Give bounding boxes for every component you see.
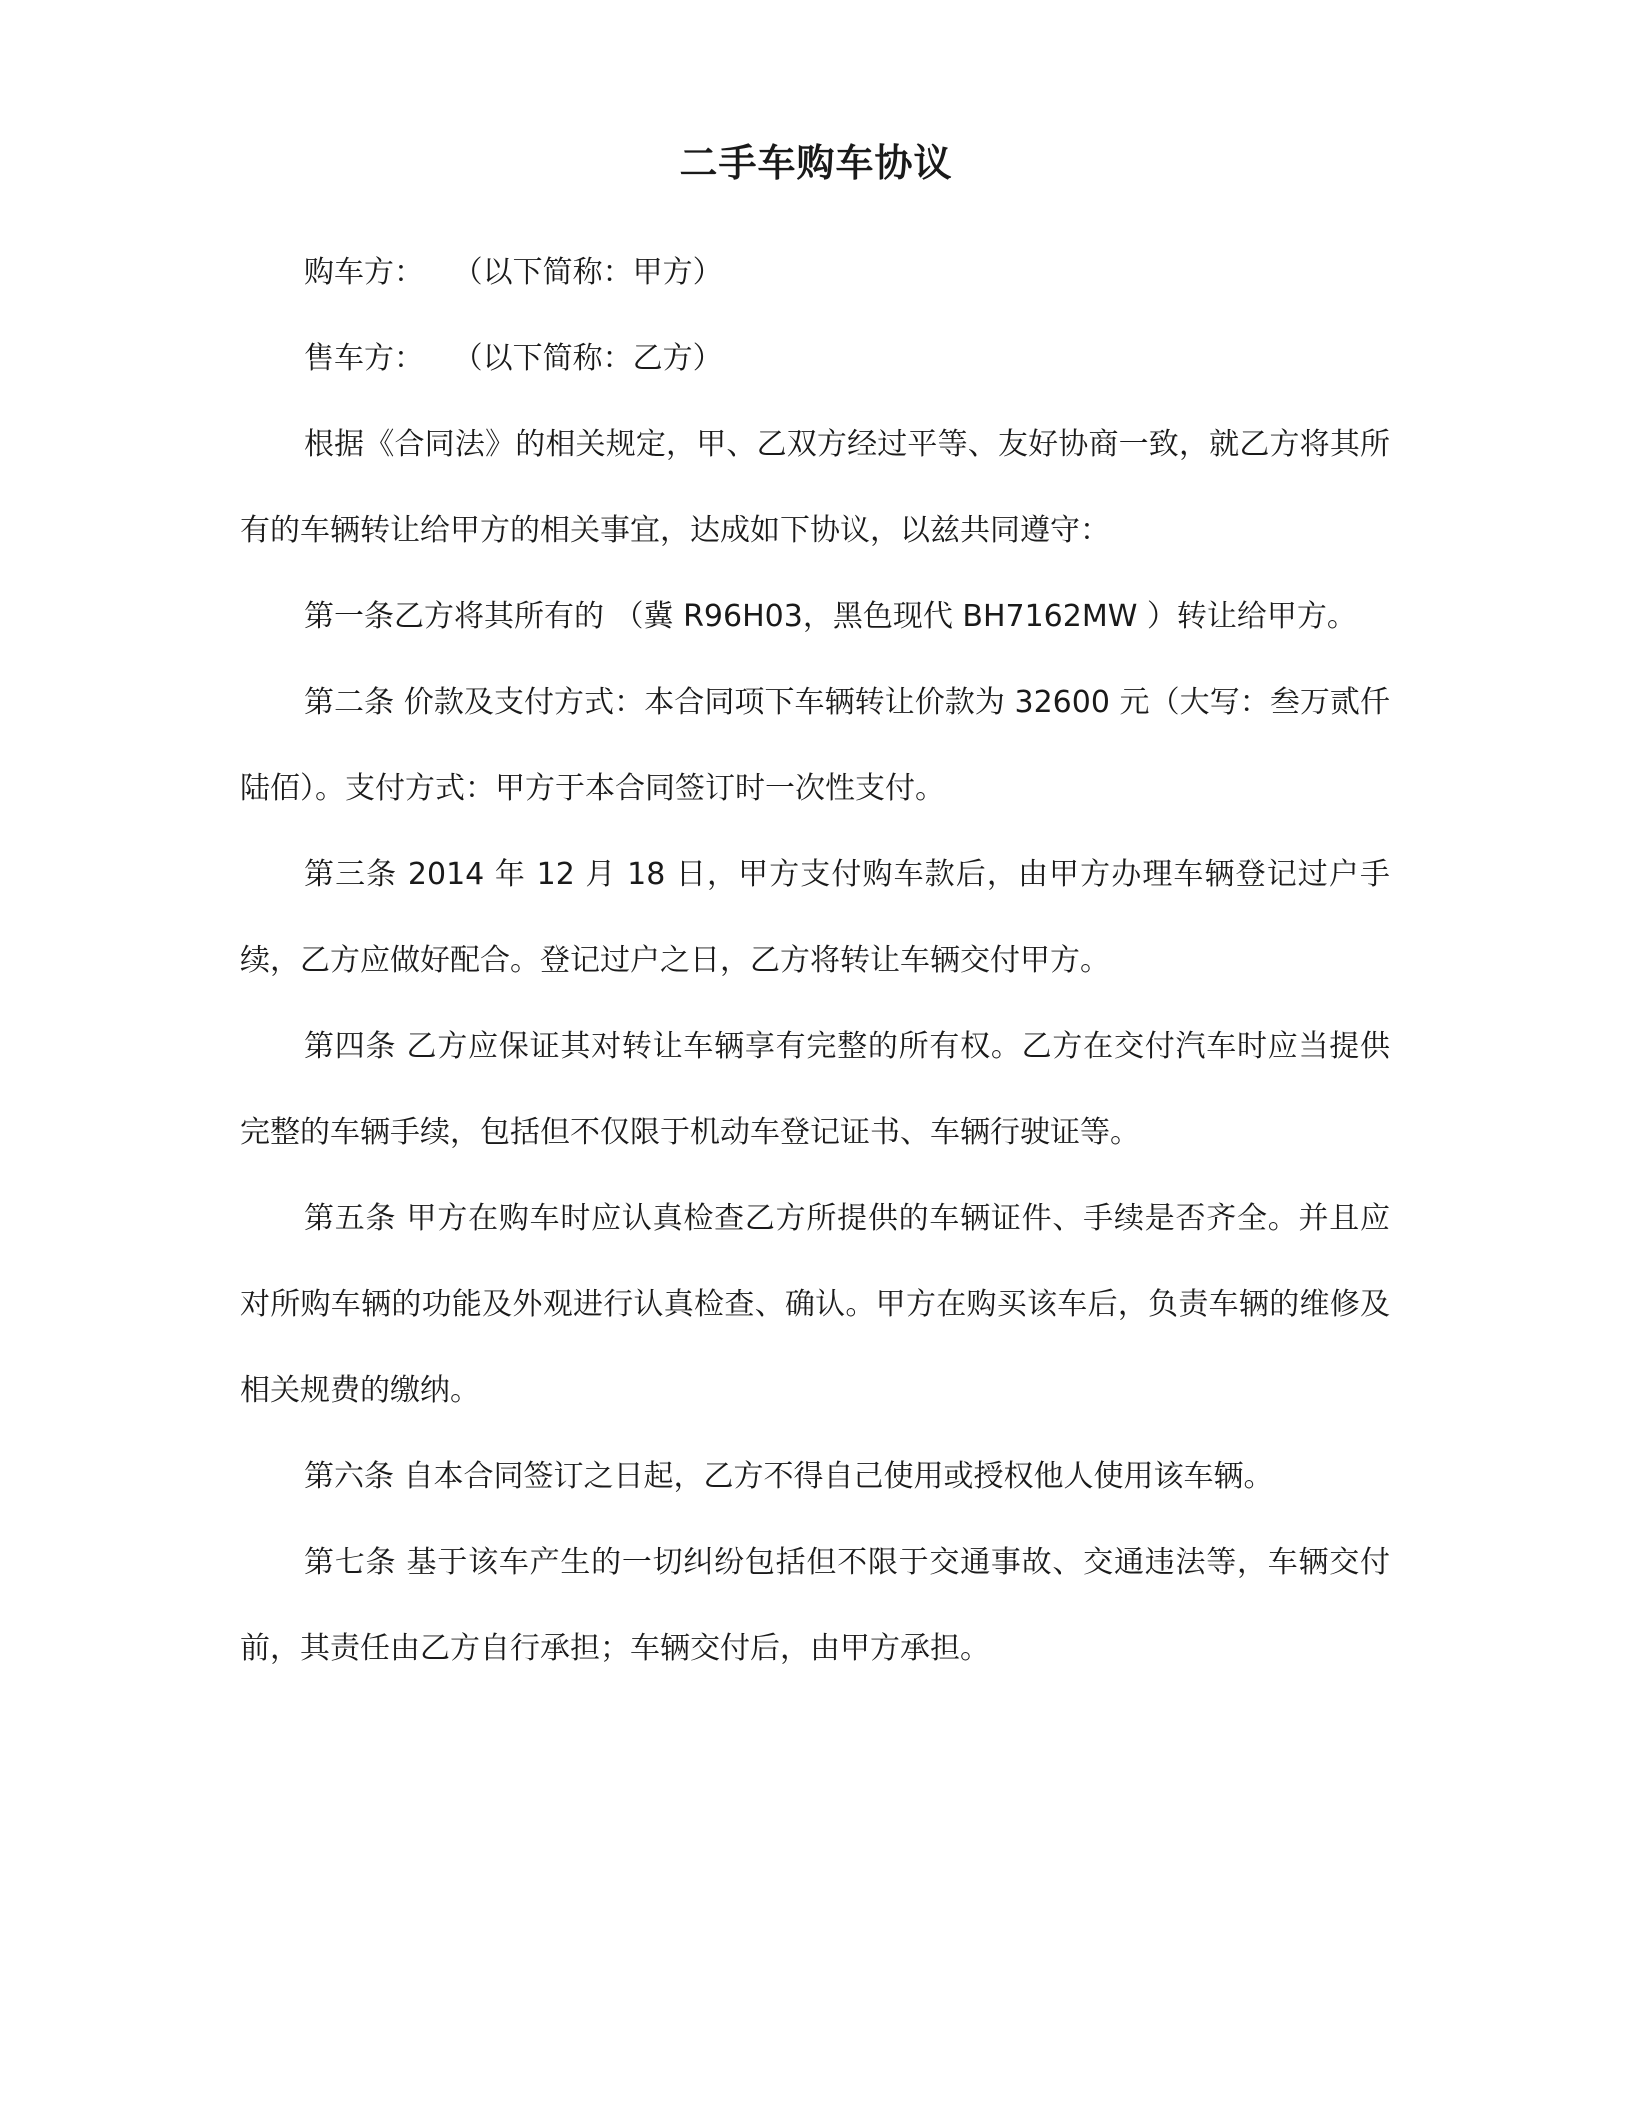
article-5: 第五条 甲方在购车时应认真检查乙方所提供的车辆证件、手续是否齐全。并且应对所购车辆的功能及外观进行认真检查、确认。甲方在购买该车后，负责车辆的维修及相关规费的缴纳。	[240, 1201, 1390, 1408]
document-body	[240, 230, 1390, 1692]
buyer-party-line: 购车方： （以下简称：甲方）	[304, 255, 723, 290]
article-3: 第三条 2014 年 12 月 18 日，甲方支付购车款后，由甲方办理车辆登记过户手续，乙方应做好配合。登记过户之日，乙方将转让车辆交付甲方。	[240, 857, 1390, 978]
article-6: 第六条 自本合同签订之日起，乙方不得自己使用或授权他人使用该车辆。	[304, 1459, 1274, 1494]
document-title: 二手车购车协议	[679, 141, 953, 185]
article-4: 第四条 乙方应保证其对转让车辆享有完整的所有权。乙方在交付汽车时应当提供完整的车辆手续，包括但不仅限于机动车登记证书、车辆行驶证等。	[240, 1029, 1390, 1150]
article-2: 第二条 价款及支付方式：本合同项下车辆转让价款为 32600 元（大写：叁万贰仟陆佰）。支付方式：甲方于本合同签订时一次性支付。	[240, 685, 1390, 806]
article-1: 第一条乙方将其所有的 （冀 R96H03，黑色现代 BH7162MW ）转让给甲方。	[304, 599, 1357, 634]
preamble-paragraph: 根据《合同法》的相关规定，甲、乙双方经过平等、友好协商一致，就乙方将其所有的车辆转让给甲方的相关事宜，达成如下协议，以兹共同遵守：	[240, 427, 1390, 548]
article-7: 第七条 基于该车产生的一切纠纷包括但不限于交通事故、交通违法等，车辆交付前，其责任由乙方自行承担；车辆交付后，由甲方承担。	[240, 1545, 1390, 1666]
seller-party-line: 售车方： （以下简称：乙方）	[304, 341, 723, 376]
